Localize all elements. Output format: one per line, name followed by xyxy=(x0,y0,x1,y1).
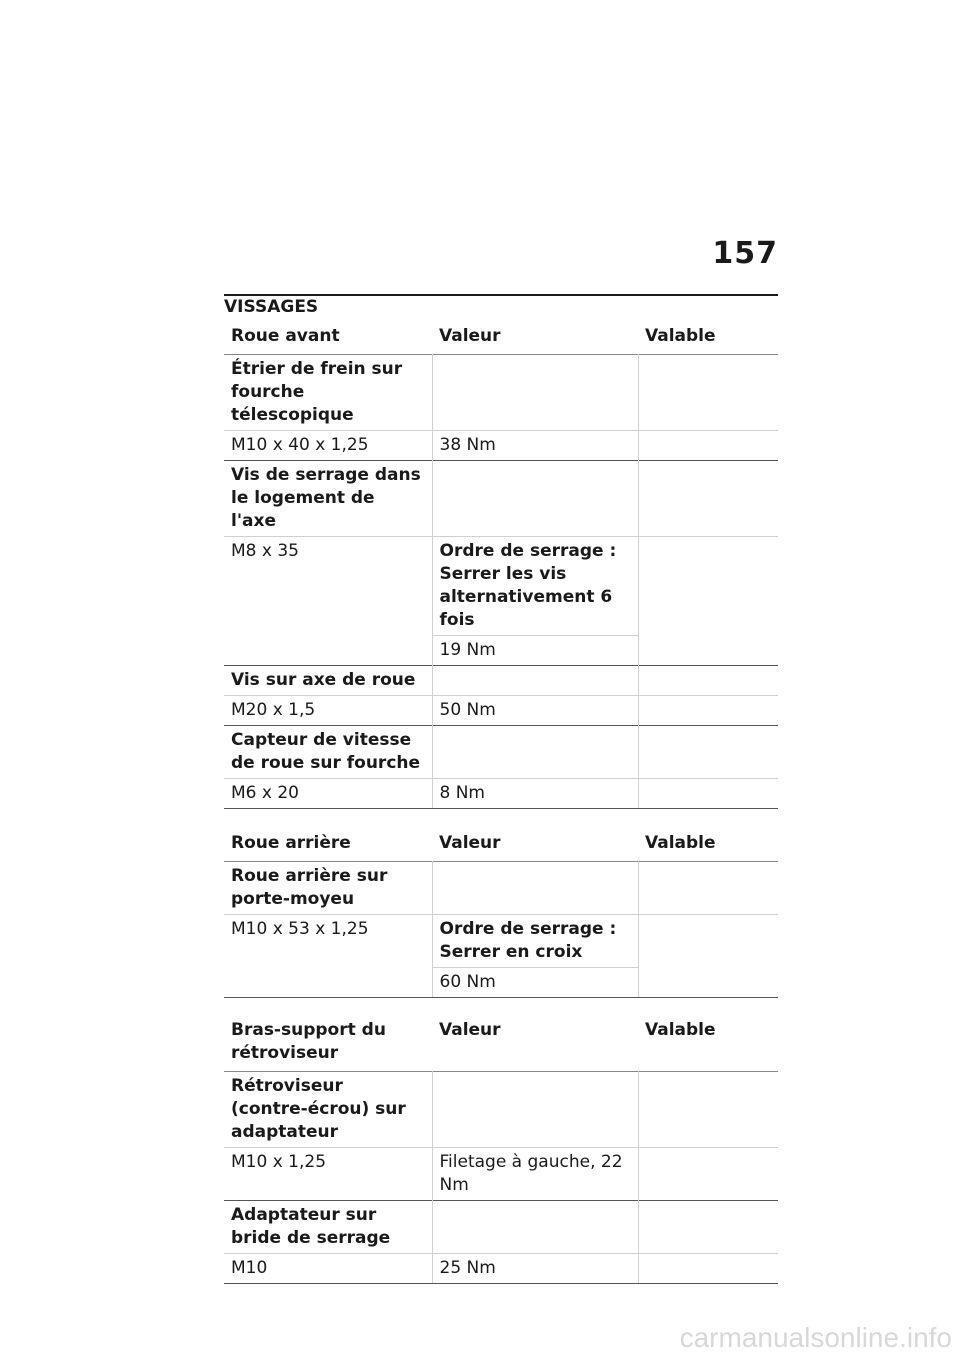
table-row xyxy=(224,1201,778,1254)
thread-spec: M20 x 1,5 xyxy=(231,700,316,720)
component-name: Vis sur axe de roue xyxy=(231,670,416,690)
torque-value: 38 Nm xyxy=(432,431,638,461)
table-row xyxy=(224,696,778,726)
torque-value: 50 Nm xyxy=(432,696,638,726)
component-name: Vis de serrage dans le logement de l'axe xyxy=(231,465,421,531)
header-value: Valeur xyxy=(439,1020,501,1040)
table-row xyxy=(224,461,778,537)
component-name: Étrier de frein sur fourche télescopique xyxy=(231,359,403,425)
table-row xyxy=(224,1072,778,1148)
component-name: Capteur de vitesse de roue sur fourche xyxy=(231,730,421,773)
thread-spec: M10 x 40 x 1,25 xyxy=(231,435,369,455)
section-title: VISSAGES xyxy=(224,297,319,317)
thread-spec: M6 x 20 xyxy=(231,783,299,803)
header-valid: Valable xyxy=(645,326,716,346)
tightening-note: Ordre de serrage : Serrer en croix xyxy=(432,915,638,968)
table-row xyxy=(224,1148,778,1201)
thread-spec: M8 x 35 xyxy=(231,541,299,561)
torque-value: 8 Nm xyxy=(432,779,638,809)
section-rule xyxy=(224,294,778,296)
table-row xyxy=(224,1254,778,1284)
torque-value: 25 Nm xyxy=(432,1254,638,1284)
torque-value: Filetage à gauche, 22 Nm xyxy=(432,1148,638,1201)
thread-spec: M10 x 53 x 1,25 xyxy=(231,919,369,939)
watermark: carmanualsonline.info xyxy=(679,1322,952,1353)
table-row xyxy=(224,915,778,968)
table-row xyxy=(224,537,778,636)
table-row xyxy=(224,355,778,431)
component-name: Adaptateur sur bride de serrage xyxy=(231,1205,391,1248)
rear-wheel-table xyxy=(224,827,778,997)
header-value: Valeur xyxy=(439,326,501,346)
header-component: Roue avant xyxy=(231,326,340,346)
table-header-row xyxy=(224,1014,778,1072)
header-component: Bras-support du rétroviseur xyxy=(231,1020,386,1063)
component-name: Roue arrière sur porte-moyeu xyxy=(231,866,388,909)
front-wheel-table xyxy=(224,320,778,808)
table-header-row xyxy=(224,320,778,355)
table-row xyxy=(224,779,778,809)
torque-value: 19 Nm xyxy=(432,636,638,666)
header-valid: Valable xyxy=(645,833,716,853)
component-name: Rétroviseur (contre-écrou) sur adaptateur xyxy=(231,1076,406,1142)
mirror-arm-table xyxy=(224,1014,778,1283)
torque-tables xyxy=(224,320,778,1284)
table-row xyxy=(224,666,778,696)
table-row xyxy=(224,431,778,461)
thread-spec: M10 x 1,25 xyxy=(231,1152,327,1172)
header-value: Valeur xyxy=(439,833,501,853)
header-component: Roue arrière xyxy=(231,833,351,853)
table-header-row xyxy=(224,827,778,862)
header-valid: Valable xyxy=(645,1020,716,1040)
table-row xyxy=(224,862,778,915)
torque-value: 60 Nm xyxy=(432,968,638,998)
page-number: 157 xyxy=(712,236,778,271)
table-row xyxy=(224,726,778,779)
thread-spec: M10 xyxy=(231,1258,268,1278)
tightening-note: Ordre de serrage : Serrer les vis alternativement 6 fois xyxy=(432,537,638,636)
